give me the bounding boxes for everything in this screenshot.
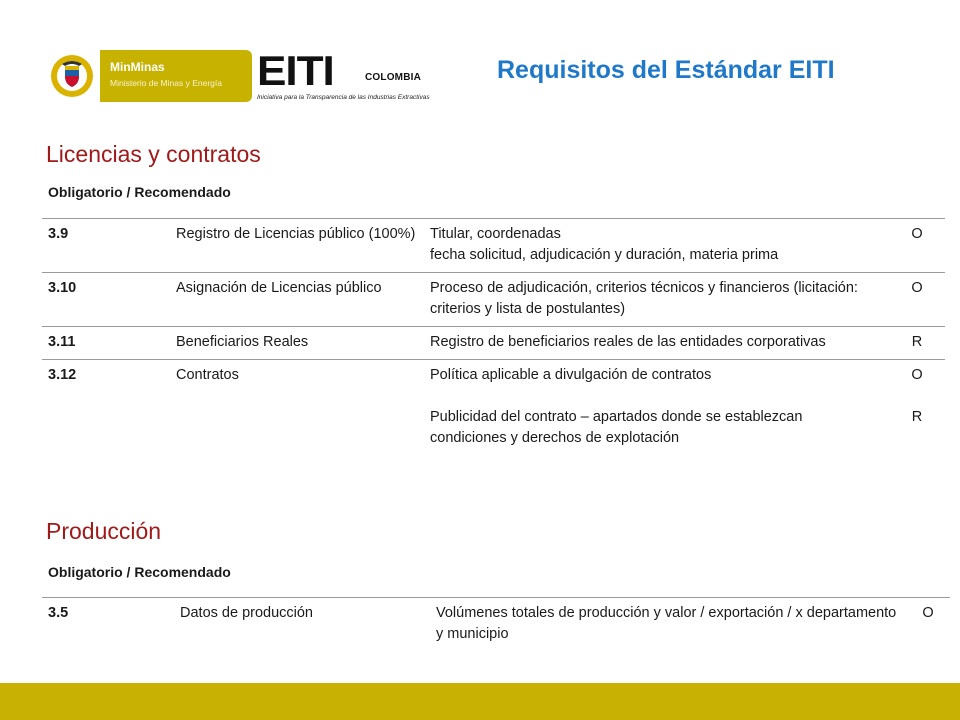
requirement-name: Beneficiarios Reales xyxy=(170,327,424,360)
requirement-number: 3.10 xyxy=(42,273,170,327)
requirements-table-licencias xyxy=(42,218,945,455)
requirement-number: 3.5 xyxy=(42,598,174,652)
requirement-code: R xyxy=(889,327,945,360)
requirement-code: O xyxy=(889,273,945,327)
eiti-colombia-logo xyxy=(257,47,430,105)
requirement-name: Asignación de Licencias público xyxy=(170,273,424,327)
eiti-wordmark: EITI xyxy=(257,47,334,94)
minminas-title: MinMinas xyxy=(110,60,165,74)
section-subtitle: Obligatorio / Recomendado xyxy=(48,564,231,580)
table-row xyxy=(42,598,950,652)
table-row xyxy=(42,219,945,273)
requirement-code: O R xyxy=(911,367,923,425)
requirements-table-produccion xyxy=(42,597,950,651)
section-title-licencias: Licencias y contratos xyxy=(46,141,261,167)
table-row xyxy=(42,360,945,456)
requirement-number: 3.12 xyxy=(48,367,77,383)
requirement-description: Titular, coordenadas fecha solicitud, adjudicación y duración, materia prima xyxy=(424,219,889,273)
requirement-code: O xyxy=(906,598,950,652)
requirement-name: Contratos xyxy=(176,367,239,383)
requirement-number: 3.9 xyxy=(42,219,170,273)
requirement-number: 3.11 xyxy=(42,327,170,360)
requirement-description: Volúmenes totales de producción y valor / exportación / x departamento y municipio xyxy=(430,598,906,652)
table-row xyxy=(42,273,945,327)
requirement-description: Registro de beneficiarios reales de las entidades corporativas xyxy=(424,327,889,360)
eiti-country: COLOMBIA xyxy=(365,72,422,83)
minminas-logo xyxy=(100,50,252,102)
requirement-description: Política aplicable a divulgación de contratos Publicidad del contrato – apartados donde se establezcan condiciones y derechos de explotación xyxy=(430,367,803,446)
requirement-name: Registro de Licencias público (100%) xyxy=(170,219,424,273)
requirement-code: O xyxy=(889,219,945,273)
colombia-coat-of-arms-logo xyxy=(50,50,94,102)
section-subtitle: Obligatorio / Recomendado xyxy=(48,184,231,200)
requirement-description: Proceso de adjudicación, criterios técnicos y financieros (licitación: criterios y lista de postulantes) xyxy=(424,273,889,327)
eiti-tagline: Iniciativa para la Transparencia de las Industrias Extractivas xyxy=(257,94,430,101)
requirement-name: Datos de producción xyxy=(174,598,430,652)
footer-bar xyxy=(0,683,960,720)
page-title: Requisitos del Estándar EITI xyxy=(497,56,835,84)
section-title-produccion: Producción xyxy=(46,518,162,544)
minminas-subtitle: Ministerio de Minas y Energía xyxy=(110,78,222,88)
table-row xyxy=(42,327,945,360)
